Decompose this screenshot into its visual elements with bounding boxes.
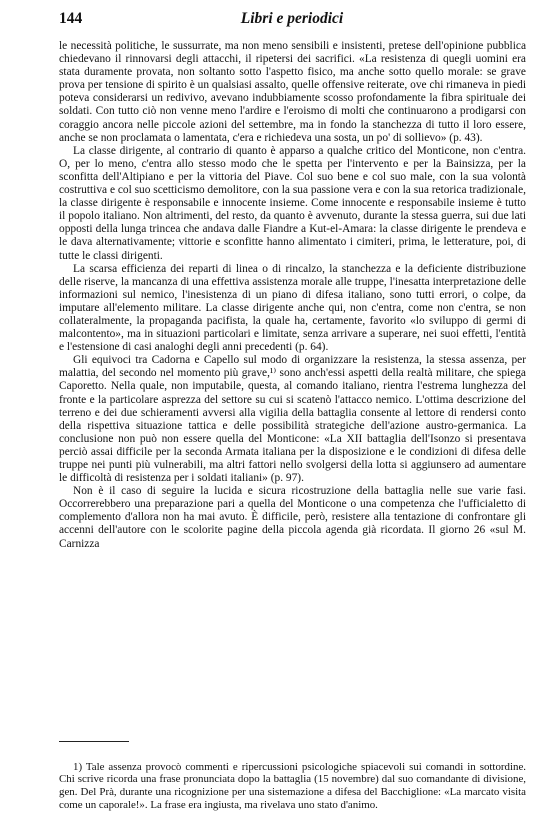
- footnote: 1) Tale assenza provocò commenti e ripercussioni psicologiche spiacevoli sui comandi in sottordine. Chi scrive ricorda una frase pronunciata dopo la battaglia (15 novembre) dal suo comandante di divisione, gen. Del Prà, durante una ricognizione per una sistemazione a difesa del Bacchiglione: «La marcato visita come un caporale!». La frase era ingiusta, ma rivelava uno stato d'animo.: [59, 760, 526, 811]
- paragraph-5: Non è il caso di seguire la lucida e sicura ricostruzione della battaglia nelle sue varie fasi. Occorrerebbero una preparazione pari a quella del Monticone o una competenza che l'ufficialetto di complemento d'allora non ha mai avuto. È difficile, però, resistere alla tentazione di confrontare gli accenni dell'autore con le scolorite pagine della piccola agenda già ricordata. Il giorno 26 «sul M. Carnizza: [59, 485, 526, 550]
- running-head: Libri e periodici: [240, 10, 344, 27]
- page-header: [59, 10, 525, 32]
- page-number: 144: [59, 10, 83, 27]
- paragraph-1: le necessità politiche, le sussurrate, ma non meno sensibili e insistenti, pretese dell'opinione pubblica chiedevano il rinnovarsi degli attacchi, il ripetersi dei sacrifici. «La resistenza di quegli uomini era stata duramente provata, non soltanto sotto l'aspetto fisico, ma anche sotto quello morale: se grave prova per tensione di spirito è un qualsiasi assalto, quelle offensive reiterate, ove chi rimaneva in piedi poteva considerarsi un redivivo, avevano indubbiamente scosso profondamente la fibra spirituale dei soldati. Con tutto ciò non venne meno l'ardire e l'eroismo di molti che continuarono a prodigarsi con coraggio ancora nelle piccole azioni del settembre, ma in fondo la stanchezza di tutto il loro essere, anche se non proclamata o lamentata, c'era e richiedeva una sosta, un po' di sollievo» (p. 43).: [59, 40, 526, 144]
- footnote-divider: [59, 741, 129, 742]
- paragraph-2: La classe dirigente, al contrario di quanto è apparso a qualche critico del Monticone, non c'entra. O, per lo meno, c'entra allo stesso modo che le spetta per l'intervento e per la Bainsizza, per la sconfitta dell'Altipiano e per la vittoria del Piave. Col suo bene e col suo male, con la sua volontà costruttiva e col suo scetticismo demolitore, con la sua passione vera e con la sua retorica tradizionale, la classe dirigente è responsabile e innocente insieme. Come innocente e responsabile insieme è tutto il popolo italiano. Non altrimenti, del resto, da quanto è avvenuto, durante la stessa guerra, sui due lati opposti della lunga trincea che andava dalle Fiandre a Kut-el-Amara: la classe dirigente le prendeva e le dava alternativamente; vittorie e sconfitte hanno alimentato i cimiteri, prima, le letterature, poi, di tutte le classi dirigenti.: [59, 144, 526, 262]
- body-text: [59, 40, 526, 551]
- paragraph-4: Gli equivoci tra Cadorna e Capello sul modo di organizzare la resistenza, la stessa assenza, per malattia, del secondo nel momento più grave,¹⁾ sono anch'essi aspetti della realtà militare, che spiega Caporetto. Nella quale, non imputabile, questa, al comando italiano, rientra l'estrema lunghezza del fronte e la particolare asprezza del settore su cui si scatenò l'attacco nemico. L'ottima descrizione del terreno e dei due schieramenti avversi alla vigilia della battaglia consente al lettore di rendersi conto della rispettiva situazione tattica e delle possibilità strategiche dell'azione austro-germanica. La conclusione non può non essere quella del Monticone: «La XII battaglia dell'Isonzo si presentava perciò assai difficile per la seconda Armata italiana per la disposizione e le condizioni di difesa delle truppe nei punti più vulnerabili, ma altri fattori nello svolgersi della lotta si aggiunsero ad aumentare le difficoltà di resistenza per i soldati italiani» (p. 97).: [59, 354, 526, 485]
- paragraph-3: La scarsa efficienza dei reparti di linea o di rincalzo, la stanchezza e la deficiente distribuzione delle riserve, la mancanza di una effettiva assistenza morale alle truppe, l'inesatta interpretazione delle informazioni sul nemico, l'inesistenza di un piano di difesa italiano, sono tutti errori, o colpe, da imputare all'elemento militare. La classe dirigente anche qui, non c'entra, come non c'entra, se non collateralmente, la propaganda pacifista, la quale ha, certamente, favorito «lo sviluppo di germi di malcontento», ma in situazioni particolari e limitate, senza arrivare a superare, nei suoi effetti, l'entità e l'estensione di casi analoghi degli anni precedenti (p. 64).: [59, 262, 526, 354]
